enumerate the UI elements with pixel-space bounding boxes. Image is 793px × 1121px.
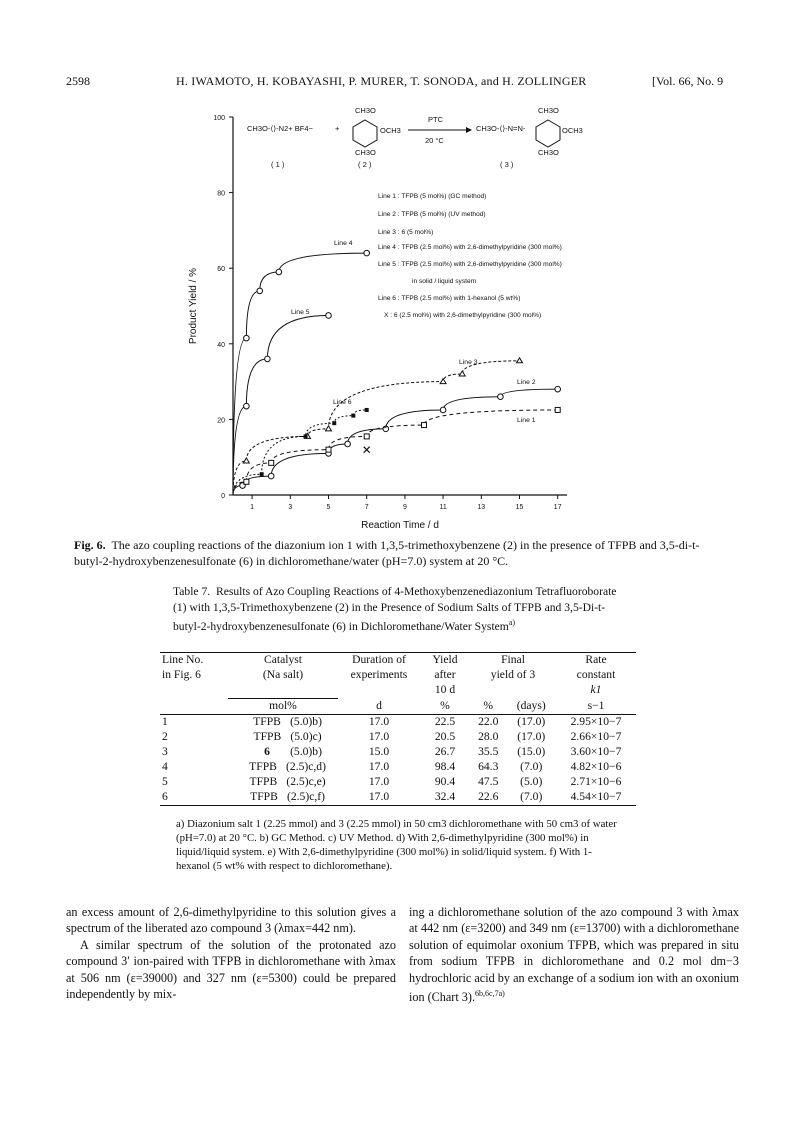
cell-fy: 22.0 — [478, 715, 499, 728]
legend-line-4: Line 4 : TFPB (2.5 mol%) with 2,6-dimethylpyridine (300 mol%) — [378, 244, 562, 251]
cell-fy: 22.6 — [470, 790, 506, 806]
th-duration: Duration of — [338, 653, 420, 669]
th-yield-of: yield of 3 — [490, 668, 536, 681]
label-line-5: Line 5 — [291, 309, 310, 316]
data-point — [326, 447, 331, 452]
unit-yield: % — [420, 699, 470, 715]
series-line-6 — [233, 408, 369, 495]
cell-catalyst-mol: (2.5)c,e) — [286, 775, 326, 788]
cell-catalyst-name: 6 — [264, 745, 270, 758]
unit-final-days: (days) — [506, 699, 556, 715]
legend-line-5: Line 5 : TFPB (2.5 mol%) with 2,6-dimethylpyridine (300 mol%) — [378, 261, 562, 268]
cell-fy: 35.5 — [478, 745, 499, 758]
product-right: OCH3 — [562, 126, 583, 135]
label-line-3: Line 3 — [459, 359, 478, 366]
data-point — [440, 407, 446, 413]
results-table — [160, 652, 636, 806]
series-line-1 — [233, 407, 560, 495]
cell-no: 2 — [162, 730, 168, 743]
data-point — [265, 356, 271, 362]
label-line-6: Line 6 — [333, 399, 352, 406]
legend-line-6: Line 6 : TFPB (2.5 mol%) with 1-hexanol (5 wt%) — [378, 295, 521, 302]
cell-k: 3.60×10−7 — [570, 745, 622, 758]
data-point — [422, 423, 427, 428]
cell-days: (7.0) — [520, 760, 543, 773]
y-tick-label: 100 — [213, 115, 225, 122]
x-axis-label: Reaction Time / d — [361, 520, 439, 531]
data-point — [268, 473, 274, 479]
data-point — [498, 394, 504, 400]
cell-dur: 17.0 — [368, 730, 390, 743]
data-point — [459, 371, 465, 376]
th-catalyst: Catalyst — [228, 653, 338, 669]
cell-y10: 26.7 — [434, 745, 456, 758]
cell-dur: 17.0 — [368, 760, 390, 773]
x-tick-label: 7 — [364, 504, 369, 511]
cell-catalyst — [228, 775, 338, 790]
table-footnotes: a) Diazonium salt 1 (2.25 mmol) and 3 (2.25 mmol) in 50 cm3 dichloromethane with 50 cm3 of water (pH=7.0) at 20 °C. b) GC Method. c) UV Method. d) With 2,6-dimethylpyridine (300 mol%) in liquid/liquid system. e) With 2,6-dimethylpyridine (300 mol%) in solid/liquid system. f) With 1-hexanol (5 wt% with respect to dichloromethane). — [176, 818, 617, 872]
data-point — [517, 358, 523, 363]
cell-k: 4.82×10−6 — [570, 760, 622, 773]
table-row — [160, 745, 636, 760]
running-head-authors: H. IWAMOTO, H. KOBAYASHI, P. MURER, T. SONODA, and H. ZOLLINGER — [176, 74, 587, 88]
table-row — [160, 790, 636, 806]
reactant-2-top: CH3O — [355, 106, 376, 115]
figure-caption-label: Fig. 6. — [74, 538, 106, 552]
data-point — [440, 379, 446, 384]
cell-no: 4 — [162, 760, 168, 773]
product-left: CH3O-⟨⟩-N=N- — [476, 124, 526, 133]
product-bottom: CH3O — [538, 148, 559, 157]
data-point — [244, 479, 249, 484]
cell-catalyst-mol: (5.0)c) — [290, 730, 322, 743]
data-point — [345, 441, 351, 447]
legend-line-5-cont: in solid / liquid system — [412, 278, 477, 285]
unit-final-pct: % — [470, 699, 506, 715]
table-caption-sup: a) — [508, 618, 516, 627]
figure-caption — [74, 537, 724, 569]
data-point — [276, 269, 282, 275]
series-line — [233, 253, 367, 495]
arrow-head-icon — [466, 127, 472, 133]
data-point — [269, 460, 274, 465]
th-after: after — [434, 668, 456, 681]
series-line-4 — [233, 250, 370, 495]
cell-catalyst-name: TFPB — [253, 730, 282, 743]
cell-catalyst-name: TFPB — [249, 760, 277, 773]
arrow-condition-temp: 20 °C — [425, 136, 444, 145]
legend-line-2: Line 2 : TFPB (5 mol%) (UV method) — [378, 211, 486, 218]
figure-caption-text: The azo coupling reactions of the diazonium ion 1 with 1,3,5-trimethoxybenzene (2) in the presence of TFPB and 3,5-di-t-butyl-2-hydroxybenzenesulfonate (6) in dichloromethane/water (pH=7.0) system at 20 °C. — [74, 538, 700, 568]
chart-series — [233, 250, 561, 495]
body-right-column — [409, 904, 739, 1006]
table-row — [160, 715, 636, 731]
legend-line-1: Line 1 : TFPB (5 mol%) (GC method) — [378, 193, 487, 200]
y-axis-label: Product Yield / % — [188, 267, 199, 345]
chart-axes — [188, 115, 567, 531]
series-line — [233, 410, 367, 495]
th-experiments: experiments — [350, 668, 408, 681]
body-left-column — [66, 904, 396, 1002]
unit-catalyst: mol% — [228, 699, 338, 715]
series-line — [233, 361, 520, 495]
th-final: Final — [470, 653, 556, 669]
x-tick-label: 15 — [515, 504, 524, 511]
series-line — [233, 389, 558, 495]
th-na-salt: (Na salt) — [262, 668, 304, 681]
table-row — [160, 775, 636, 790]
benzene-ring-icon — [353, 120, 377, 147]
cell-days: (17.0) — [517, 715, 546, 728]
unit-duration: d — [338, 699, 420, 715]
data-point — [365, 408, 369, 412]
reactant-1: CH3O-⟨⟩-N2+ BF4− — [247, 124, 313, 133]
cell-dur: 17.0 — [368, 715, 390, 728]
data-point — [304, 434, 308, 438]
cell-catalyst — [228, 760, 338, 775]
cell-fy: 64.3 — [478, 760, 499, 773]
series-line — [233, 410, 558, 495]
cell-days: (7.0) — [506, 790, 556, 806]
page-number: 2598 — [66, 74, 90, 88]
y-tick-label: 0 — [221, 493, 225, 500]
cell-catalyst — [228, 790, 338, 806]
reaction-scheme — [247, 106, 583, 169]
cell-dur: 17.0 — [338, 790, 420, 806]
data-point — [555, 407, 560, 412]
reactant-1-label: ( 1 ) — [271, 160, 285, 169]
legend-line-3: Line 3 : 6 (5 mol%) — [378, 229, 434, 236]
cell-fy: 47.5 — [478, 775, 499, 788]
reactant-2-label: ( 2 ) — [358, 160, 372, 169]
cell-catalyst-mol: (2.5)c,d) — [286, 760, 326, 773]
th-rate: Rate — [556, 653, 636, 669]
body-right-para — [409, 904, 739, 1006]
th-yield: Yield — [420, 653, 470, 669]
data-point — [364, 250, 370, 256]
cell-k: 2.71×10−6 — [570, 775, 622, 788]
body-left-para-2: A similar spectrum of the solution of the protonated azo compound 3′ ion-paired with TFPB in dichloromethane with λmax at 506 nm (ε=39000) and 327 nm (ε=5300) could be prepared independently by mix- — [66, 937, 396, 1002]
y-tick-label: 60 — [217, 266, 225, 274]
cell-y10: 22.5 — [434, 715, 456, 728]
cell-days: (5.0) — [520, 775, 543, 788]
table-row — [160, 760, 636, 775]
th-ten-d: 10 d — [434, 683, 456, 696]
chart-legend — [378, 193, 562, 319]
series-line-2 — [233, 386, 561, 495]
cell-days: (15.0) — [517, 745, 546, 758]
cell-no: 6 — [160, 790, 228, 806]
cell-catalyst-name: TFPB — [253, 715, 281, 728]
cell-catalyst-name: TFPB — [250, 790, 278, 803]
product-top: CH3O — [538, 106, 559, 115]
cell-dur: 15.0 — [368, 745, 390, 758]
cell-dur: 17.0 — [368, 775, 390, 788]
y-tick-label: 80 — [217, 190, 225, 198]
cell-y10: 90.4 — [434, 775, 456, 788]
table-row — [160, 730, 636, 745]
benzene-ring-icon — [536, 120, 560, 147]
data-point — [326, 426, 332, 431]
series-x — [364, 447, 370, 453]
x-tick-label: 1 — [250, 504, 255, 511]
data-point — [260, 472, 264, 476]
journal-volume: [Vol. 66, No. 9 — [652, 74, 724, 88]
table-caption-label: Table 7. — [173, 585, 211, 598]
cell-catalyst-mol: (5.0)b) — [290, 715, 322, 728]
data-point — [332, 421, 336, 425]
cell-catalyst-mol: (2.5)c,f) — [287, 790, 325, 803]
th-line-no: Line No. — [160, 653, 228, 669]
legend-x: X : 6 (2.5 mol%) with 2,6-dimethylpyridine (300 mol%) — [384, 312, 542, 319]
figure-6 — [0, 0, 793, 540]
cell-k: 2.66×10−7 — [570, 730, 622, 743]
y-tick-label: 20 — [217, 417, 225, 425]
x-tick-label: 17 — [553, 504, 562, 511]
table-caption-text: Results of Azo Coupling Reactions of 4-Methoxybenzenediazonium Tetrafluoroborate (1) with 1,3,5-Trimethoxybenzene (2) in the Presence of Sodium Salts of TFPB and 3,5-Di-t-butyl-2-hydroxybenzenesulfonate (6) in Dichloromethane/Water System — [173, 585, 617, 633]
cell-catalyst-name: TFPB — [249, 775, 278, 788]
cell-no: 1 — [162, 715, 168, 728]
series-line-3 — [233, 358, 523, 495]
data-point — [243, 458, 249, 463]
product-label: ( 3 ) — [500, 160, 514, 169]
data-point — [244, 335, 250, 341]
label-line-1: Line 1 — [517, 417, 536, 424]
data-point — [257, 288, 263, 294]
cell-no: 3 — [162, 745, 168, 758]
reactant-2-right: OCH3 — [380, 126, 401, 135]
x-tick-label: 13 — [477, 504, 486, 511]
cell-y10: 20.5 — [434, 730, 456, 743]
cell-k: 2.95×10−7 — [570, 715, 622, 728]
cell-catalyst — [228, 745, 338, 760]
data-point — [364, 434, 369, 439]
th-constant: constant — [576, 668, 616, 681]
x-tick-label: 5 — [326, 504, 331, 511]
label-line-2: Line 2 — [517, 379, 536, 386]
x-tick-label: 3 — [288, 504, 293, 511]
reactant-2-bottom: CH3O — [355, 148, 376, 157]
th-in-fig: in Fig. 6 — [162, 668, 201, 681]
y-tick-label: 40 — [217, 341, 225, 349]
cell-no: 5 — [162, 775, 168, 788]
cell-days: (17.0) — [517, 730, 546, 743]
cell-catalyst — [228, 715, 338, 731]
th-k1: k1 — [590, 683, 602, 696]
plus-sign: + — [335, 124, 340, 133]
data-point — [244, 403, 250, 409]
body-left-para-1: an excess amount of 2,6-dimethylpyridine to this solution gives a spectrum of the liberated azo compound 3 (λmax=442 nm). — [66, 905, 396, 936]
x-tick-label: 9 — [402, 504, 407, 511]
cell-fy: 28.0 — [478, 730, 499, 743]
label-line-4: Line 4 — [334, 240, 353, 247]
cell-catalyst — [228, 730, 338, 745]
arrow-condition-ptc: PTC — [428, 115, 443, 124]
cell-y10: 32.4 — [420, 790, 470, 806]
cell-catalyst-mol: (5.0)b) — [290, 745, 322, 758]
unit-rate: s−1 — [556, 699, 636, 715]
cell-k: 4.54×10−7 — [556, 790, 636, 806]
table-caption — [173, 584, 623, 634]
data-point — [351, 414, 355, 418]
x-tick-label: 11 — [439, 504, 447, 511]
body-right-ref: 6b,6c,7a) — [475, 989, 505, 999]
data-point — [555, 386, 561, 392]
data-point — [326, 313, 332, 319]
cell-y10: 98.4 — [434, 760, 456, 773]
body-right-text: ing a dichloromethane solution of the azo compound 3 with λmax at 442 nm (ε=3200) and 349 nm (ε=13700) with a dichloromethane solution of equimolar oxonium TFPB, which was prepared in situ from sodium TFPB in dichloromethane and 0.2 mol dm−3 hydrochloric acid by an exchange of a sodium ion with an oxonium ion (Chart 3). — [409, 905, 739, 1005]
data-point — [364, 447, 370, 453]
